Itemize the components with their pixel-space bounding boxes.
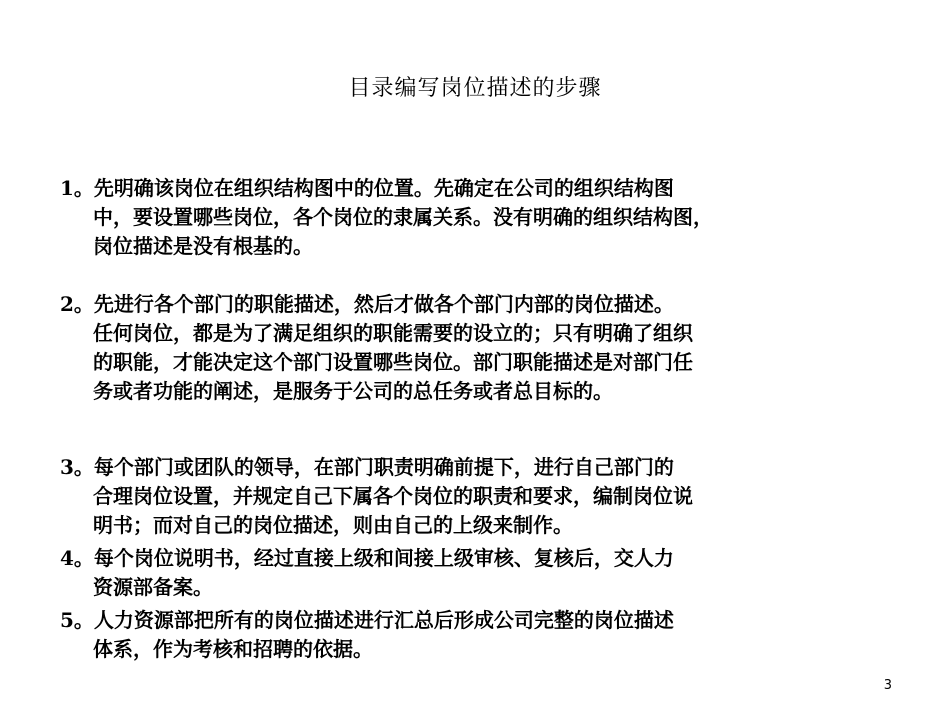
slide-title: 目录编写岗位描述的步骤 (348, 76, 602, 101)
step-1-line-2: 中，要设置哪些岗位，各个岗位的隶属关系。没有明确的组织结构图， (93, 205, 713, 229)
step-5-line-2: 体系，作为考核和招聘的依据。 (93, 637, 373, 661)
step-2-line-2: 任何岗位，都是为了满足组织的职能需要的设立的；只有明确了组织 (93, 321, 693, 345)
step-2-line-4: 务或者功能的阐述，是服务于公司的总任务或者总目标的。 (93, 379, 613, 403)
step-4-line-1: 4。每个岗位说明书，经过直接上级和间接上级审核、复核后，交人力 (60, 546, 674, 570)
step-4-line-2: 资源部备案。 (93, 575, 213, 599)
step-3-line-1: 3。每个部门或团队的领导，在部门职责明确前提下，进行自己部门的 (60, 455, 674, 479)
step-1-line-1: 1。先明确该岗位在组织结构图中的位置。先确定在公司的组织结构图 (60, 176, 674, 200)
step-item-1 (60, 174, 900, 261)
step-3-line-3: 明书；而对自己的岗位描述，则由自己的上级来制作。 (93, 513, 573, 537)
step-item-5 (60, 606, 900, 664)
step-3-line-2: 合理岗位设置，并规定自己下属各个岗位的职责和要求，编制岗位说 (93, 484, 693, 508)
step-item-4 (60, 544, 900, 602)
step-1-line-3: 岗位描述是没有根基的。 (93, 234, 313, 258)
step-item-3 (60, 453, 900, 540)
step-2-line-1: 2。先进行各个部门的职能描述，然后才做各个部门内部的岗位描述。 (60, 292, 674, 316)
step-item-2 (60, 290, 900, 406)
page-number: 3 (883, 678, 892, 693)
step-2-line-3: 的职能，才能决定这个部门设置哪些岗位。部门职能描述是对部门任 (93, 350, 693, 374)
step-5-line-1: 5。人力资源部把所有的岗位描述进行汇总后形成公司完整的岗位描述 (60, 608, 674, 632)
